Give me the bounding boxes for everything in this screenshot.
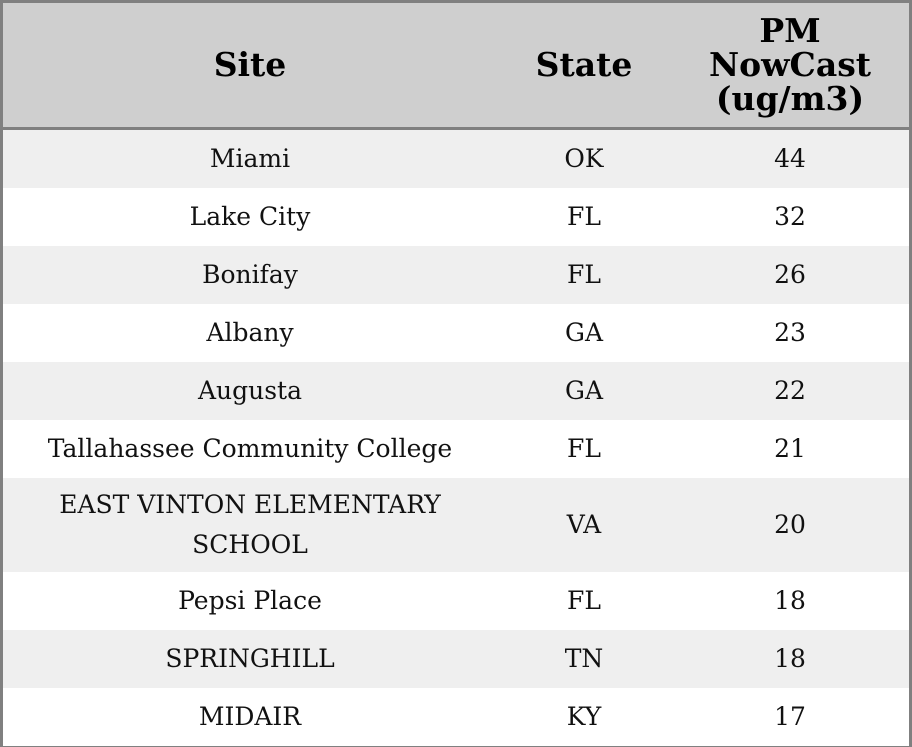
site-cell: Pepsi Place (3, 572, 497, 630)
table-row (3, 188, 909, 246)
pm-value-cell: 17 (671, 688, 909, 746)
pm-value-cell: 21 (671, 420, 909, 478)
site-cell: Augusta (3, 362, 497, 420)
state-cell: GA (497, 362, 671, 420)
state-cell: FL (497, 420, 671, 478)
site-cell: Albany (3, 304, 497, 362)
state-cell: OK (497, 129, 671, 189)
site-cell: Tallahassee Community College (3, 420, 497, 478)
table-row (3, 129, 909, 189)
state-cell: VA (497, 478, 671, 572)
table-row (3, 688, 909, 746)
site-cell: Lake City (3, 188, 497, 246)
state-cell: FL (497, 188, 671, 246)
header-row (3, 3, 909, 129)
state-cell: FL (497, 246, 671, 304)
pm-value-cell: 22 (671, 362, 909, 420)
state-cell: KY (497, 688, 671, 746)
pm-value-cell: 18 (671, 572, 909, 630)
pm-nowcast-table (3, 3, 909, 746)
table-row (3, 304, 909, 362)
pm-value-cell: 32 (671, 188, 909, 246)
pm-value-cell: 20 (671, 478, 909, 572)
table-body (3, 129, 909, 747)
table-row (3, 572, 909, 630)
pm-value-cell: 18 (671, 630, 909, 688)
state-cell: FL (497, 572, 671, 630)
state-cell: TN (497, 630, 671, 688)
pm-value-cell: 23 (671, 304, 909, 362)
column-header-state: State (497, 3, 671, 129)
table-row (3, 478, 909, 572)
site-cell: SPRINGHILL (3, 630, 497, 688)
table-row (3, 362, 909, 420)
table-row (3, 420, 909, 478)
site-cell: EAST VINTON ELEMENTARY SCHOOL (3, 478, 497, 572)
column-header-site: Site (3, 3, 497, 129)
pm-value-cell: 26 (671, 246, 909, 304)
site-cell: MIDAIR (3, 688, 497, 746)
state-cell: GA (497, 304, 671, 362)
site-cell: Bonifay (3, 246, 497, 304)
column-header-pm-nowcast: PM NowCast (ug/m3) (671, 3, 909, 129)
site-cell: Miami (3, 129, 497, 189)
table-row (3, 246, 909, 304)
pm-value-cell: 44 (671, 129, 909, 189)
table-row (3, 630, 909, 688)
